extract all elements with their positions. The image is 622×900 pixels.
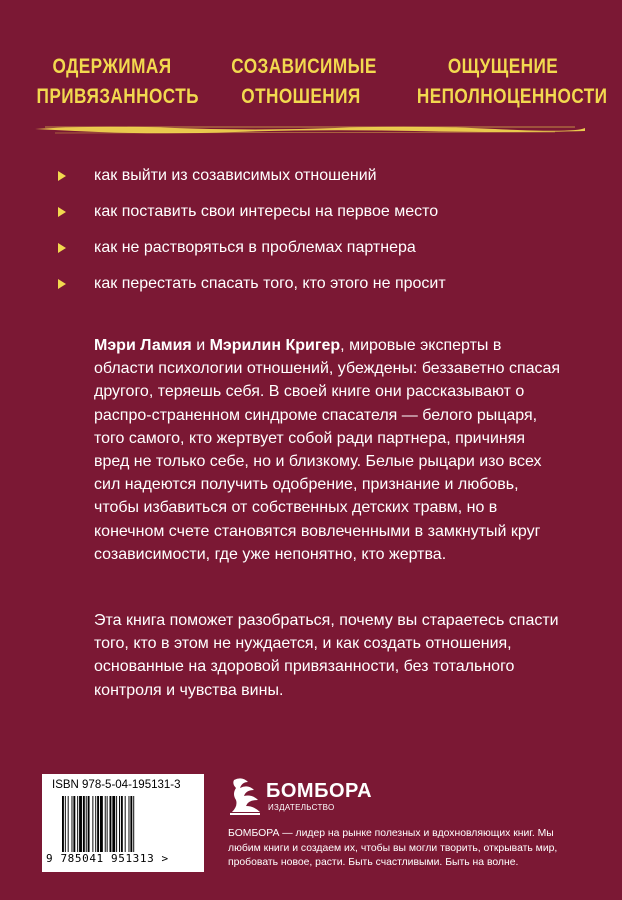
heading-codependent-relationships [231,52,377,112]
heading-line: ПРИВЯЗАННОСТЬ [36,85,199,108]
triangle-bullet-icon [58,171,66,181]
heading-line: НЕПОЛНОЦЕННОСТИ [416,85,608,108]
description-paragraph [94,334,564,566]
barcode-block [42,774,204,872]
barcode-digits: 9 785041 951313 > [46,852,169,865]
triangle-bullet-icon [58,207,66,217]
author-name: Мэрилин Кригер [209,337,341,354]
heading-inferiority-feeling [416,52,608,112]
summary-paragraph: Эта книга поможет разобраться, почему вы стараетесь спасти того, кто в этом не нуждается, и как создать отношения, основанные на здоровой привязанности, без тотального контроля и чувства вины. [94,612,559,699]
bombora-wave-logo-icon [228,776,262,816]
heading-obsessive-attachment [36,52,199,112]
isbn-label: ISBN 978-5-04-195131-3 [52,779,181,791]
author-name: Мэри Ламия [94,337,192,354]
barcode-icon [60,796,192,852]
description-text: , мировые эксперты в области психологии отношений, убеждены: беззаветно спасая другого, теряешь себя. В своей книге они рассказывают о распро-страненном синдроме спасателя — белого рыцаря, того самого, кто жертвует собой ради партнера, причиняя вред не только себе, но и близкому. Белые рыцари изо всех сил надеются получить одобрение, признание и любовь, чтобы избавиться от собственных детских травм, но в конечном счете становятся вовлеченными в замкнутый круг созависимости, где уже непонятно, кто жертва. [94,337,561,563]
publisher-description: БОМБОРА — лидер на рынке полезных и вдохновляющих книг. Мы любим книги и создаем их, чтобы вы могли творить, открывать мир, пробовать новое, расти. Быть счастливыми. Быть на волне. [228,828,558,868]
heading-line: СОЗАВИСИМЫЕ [231,55,377,78]
list-item-text: как выйти из созависимых отношений [94,167,377,184]
publisher-subtitle: ИЗДАТЕЛЬСТВО [268,803,335,812]
triangle-bullet-icon [58,243,66,253]
heading-line: ОТНОШЕНИЯ [241,85,361,108]
list-item-text: как перестать спасать того, кто этого не просит [94,275,446,292]
list-item-text: как не растворяться в проблемах партнера [94,239,416,256]
brush-stroke-divider [35,123,585,135]
publisher-name: БОМБОРА [266,780,373,802]
heading-line: ОДЕРЖИМАЯ [52,55,172,78]
heading-line: ОЩУЩЕНИЕ [447,55,559,78]
conjunction: и [191,337,210,354]
list-item-text: как поставить свои интересы на первое место [94,203,439,220]
triangle-bullet-icon [58,279,66,289]
